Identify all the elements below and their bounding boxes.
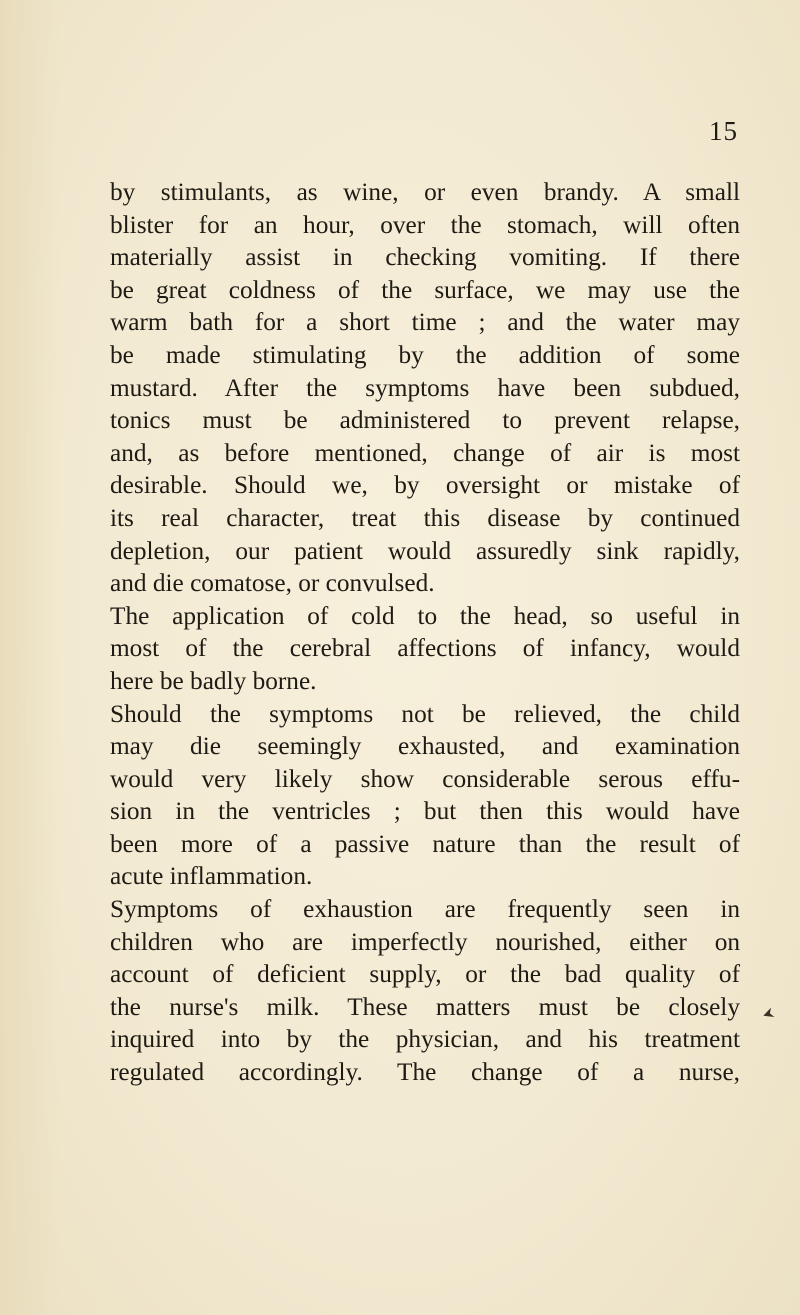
text-line: mustard. After the symptoms have been subdued, <box>110 373 740 402</box>
text-line: sion in the ventricles ; but then this would have <box>110 797 740 826</box>
text-line: be made stimulating by the addition of some <box>110 340 740 369</box>
margin-arrow-icon <box>760 1006 775 1021</box>
text-line: by stimulants, as wine, or even brandy. A small <box>110 178 740 206</box>
text-line: and, as before mentioned, change of air is most <box>110 438 740 467</box>
text-line: acute inflammation. <box>110 862 313 891</box>
page-edge-shadow <box>0 0 60 1315</box>
text-line: would very likely show considerable serous effu- <box>110 764 740 793</box>
arrow-mark-icon <box>760 1006 777 1022</box>
text-line: Should the symptoms not be relieved, the child <box>110 699 740 728</box>
text-line: regulated accordingly. The change of a nurse, <box>110 1058 740 1087</box>
text-line: blister for an hour, over the stomach, will often <box>110 210 740 239</box>
text-line: desirable. Should we, by oversight or mistake of <box>110 471 740 500</box>
text-line: be great coldness of the surface, we may use the <box>110 275 740 304</box>
text-line: inquired into by the physician, and his treatment <box>110 1025 740 1054</box>
text-line: most of the cerebral affections of infancy, would <box>110 634 740 663</box>
text-line: its real character, treat this disease by continued <box>110 503 740 532</box>
body-text <box>110 176 740 1089</box>
text-line: and die comatose, or convulsed. <box>110 569 435 598</box>
text-line: Symptoms of exhaustion are frequently seen in <box>110 895 740 924</box>
page-number: 15 <box>709 116 738 146</box>
text-line: depletion, our patient would assuredly sink rapidly, <box>110 536 740 565</box>
text-line: The application of cold to the head, so useful in <box>110 601 740 630</box>
text-line: children who are imperfectly nourished, either on <box>110 927 740 956</box>
text-line: here be badly borne. <box>110 666 317 695</box>
text-line: the nurse's milk. These matters must be closely <box>110 992 740 1021</box>
text-line: tonics must be administered to prevent relapse, <box>110 406 740 435</box>
text-line: warm bath for a short time ; and the water may <box>110 308 740 337</box>
text-line: account of deficient supply, or the bad quality of <box>110 960 740 989</box>
text-line: may die seemingly exhausted, and examination <box>110 732 740 761</box>
text-line: materially assist in checking vomiting. If there <box>110 243 740 272</box>
text-line: been more of a passive nature than the result of <box>110 829 740 858</box>
